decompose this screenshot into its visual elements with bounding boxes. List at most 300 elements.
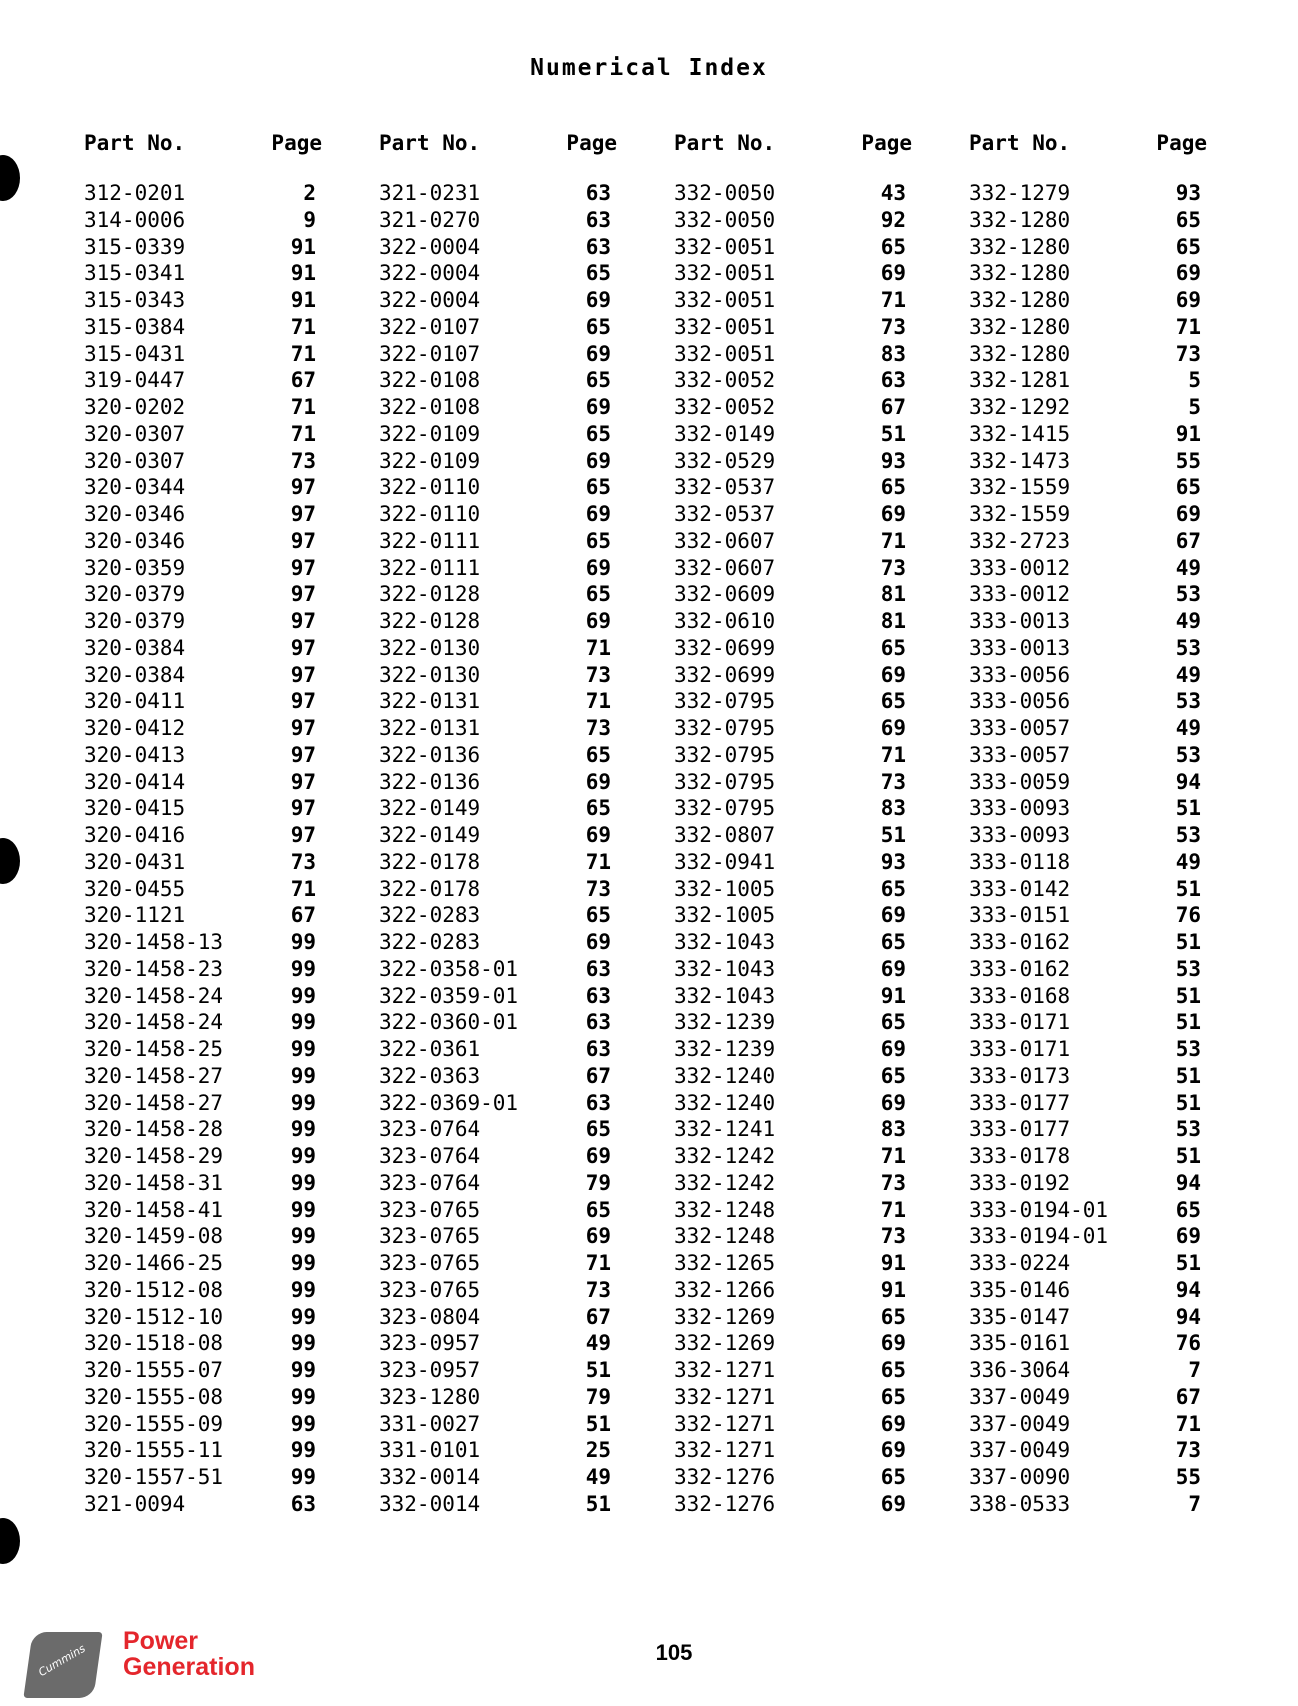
index-row [674, 742, 912, 769]
index-row [379, 1063, 617, 1090]
page-ref: 71 [1175, 314, 1201, 339]
page-ref: 69 [585, 769, 611, 794]
page-ref: 53 [1175, 689, 1201, 714]
page-ref: 51 [585, 1411, 611, 1436]
part-number: 332-0537 [674, 475, 776, 500]
page-ref: 91 [290, 261, 316, 286]
page-ref: 53 [1175, 582, 1201, 607]
index-row [379, 287, 617, 314]
index-row [84, 448, 322, 475]
index-row [379, 1197, 617, 1224]
part-number: 322-0128 [379, 582, 481, 607]
index-row [84, 314, 322, 341]
part-number: 320-0307 [84, 421, 186, 446]
index-row [84, 367, 322, 394]
index-row [969, 769, 1207, 796]
page-ref: 51 [1175, 930, 1201, 954]
index-row [969, 314, 1207, 341]
page-ref: 73 [1175, 1438, 1201, 1463]
part-no-header: Part No. [379, 131, 481, 155]
page-ref: 97 [290, 635, 316, 660]
part-number: 338-0533 [969, 1491, 1071, 1516]
index-row [379, 1223, 617, 1250]
index-row [84, 555, 322, 582]
page-ref: 5 [1188, 368, 1201, 393]
page-ref: 69 [585, 823, 611, 847]
page-ref: 91 [880, 1277, 906, 1302]
index-rows [674, 180, 912, 1518]
page-ref: 94 [1175, 769, 1201, 794]
part-number: 333-0056 [969, 689, 1071, 714]
page-ref: 67 [585, 1304, 611, 1329]
page-ref: 99 [290, 1144, 316, 1168]
part-number: 322-0131 [379, 689, 481, 714]
page-ref: 93 [1175, 181, 1201, 205]
page-ref: 81 [880, 582, 906, 607]
part-number: 322-0178 [379, 849, 481, 874]
index-row [84, 635, 322, 662]
index-row [969, 394, 1207, 421]
part-number: 332-1240 [674, 1090, 776, 1115]
index-row [379, 581, 617, 608]
part-number: 320-1458-41 [84, 1197, 224, 1222]
part-number: 323-0804 [379, 1304, 481, 1329]
part-number: 315-0343 [84, 288, 186, 312]
index-row [379, 448, 617, 475]
part-number: 320-1458-13 [84, 930, 224, 954]
part-number: 332-1248 [674, 1197, 776, 1222]
index-row [84, 421, 322, 448]
index-rows [379, 180, 617, 1518]
index-row [379, 662, 617, 689]
part-number: 322-0136 [379, 742, 481, 767]
page-ref: 69 [880, 1491, 906, 1516]
part-number: 333-0162 [969, 956, 1071, 981]
page-ref: 97 [290, 823, 316, 847]
part-number: 312-0201 [84, 181, 186, 205]
index-row [969, 234, 1207, 261]
page-ref: 71 [880, 288, 906, 312]
index-row [969, 1116, 1207, 1143]
index-row [379, 769, 617, 796]
index-row [674, 662, 912, 689]
part-number: 332-0051 [674, 261, 776, 286]
index-row [84, 287, 322, 314]
page-ref: 97 [290, 689, 316, 714]
index-row [379, 876, 617, 903]
index-row [84, 929, 322, 956]
page-ref: 69 [880, 1438, 906, 1463]
part-number: 322-0110 [379, 475, 481, 500]
column-header [674, 128, 912, 158]
page-ref: 49 [1175, 849, 1201, 874]
page-ref: 71 [880, 1197, 906, 1222]
page-ref: 51 [1175, 1010, 1201, 1035]
page-ref: 63 [290, 1491, 316, 1516]
page-ref: 69 [880, 662, 906, 687]
page-ref: 73 [880, 314, 906, 339]
part-number: 333-0177 [969, 1090, 1071, 1115]
index-row [969, 1304, 1207, 1331]
page-ref: 99 [290, 983, 316, 1008]
index-row [969, 822, 1207, 849]
page-ref: 76 [1175, 1331, 1201, 1356]
index-row [969, 608, 1207, 635]
page-ref: 5 [1188, 395, 1201, 419]
part-number: 332-0699 [674, 662, 776, 687]
part-number: 332-0149 [674, 421, 776, 446]
part-number: 333-0093 [969, 796, 1071, 821]
index-row [969, 1464, 1207, 1491]
part-number: 332-1269 [674, 1331, 776, 1356]
page-ref: 63 [880, 368, 906, 393]
part-number: 320-0307 [84, 448, 186, 473]
page-ref: 99 [290, 1063, 316, 1088]
index-row [969, 1250, 1207, 1277]
part-no-header: Part No. [674, 131, 776, 155]
page-ref: 65 [1175, 207, 1201, 232]
index-row [969, 929, 1207, 956]
part-number: 331-0101 [379, 1438, 481, 1463]
index-row [379, 555, 617, 582]
page-ref: 63 [585, 983, 611, 1008]
part-number: 320-0346 [84, 528, 186, 553]
page-ref: 63 [585, 207, 611, 232]
page-ref: 97 [290, 555, 316, 580]
page-ref: 69 [585, 609, 611, 633]
page-ref: 65 [880, 689, 906, 714]
page-ref: 65 [585, 582, 611, 607]
page-header: Page [271, 131, 322, 155]
page-ref: 51 [1175, 796, 1201, 821]
part-number: 332-1473 [969, 448, 1071, 473]
index-row [969, 1223, 1207, 1250]
binder-hole-bottom [0, 1518, 20, 1564]
index-row [84, 581, 322, 608]
page-ref: 25 [585, 1438, 611, 1463]
part-number: 320-0379 [84, 609, 186, 633]
index-row [84, 1090, 322, 1117]
index-row [379, 1250, 617, 1277]
index-row [969, 688, 1207, 715]
page-ref: 65 [585, 314, 611, 339]
part-number: 332-1281 [969, 368, 1071, 393]
part-number: 320-0431 [84, 849, 186, 874]
part-number: 320-0416 [84, 823, 186, 847]
index-row [674, 234, 912, 261]
index-row [674, 769, 912, 796]
page-ref: 67 [1175, 528, 1201, 553]
page-ref: 73 [290, 448, 316, 473]
page-ref: 81 [880, 609, 906, 633]
index-row [969, 555, 1207, 582]
index-row [674, 1250, 912, 1277]
index-row [84, 1116, 322, 1143]
index-row [674, 1170, 912, 1197]
part-number: 332-1242 [674, 1170, 776, 1195]
page-number: 105 [655, 1640, 693, 1665]
part-number: 322-0359-01 [379, 983, 519, 1008]
page-ref: 51 [1175, 1090, 1201, 1115]
index-row [379, 501, 617, 528]
part-number: 333-0178 [969, 1144, 1071, 1168]
column-header [84, 128, 322, 158]
page-ref: 71 [290, 421, 316, 446]
page-ref: 51 [585, 1358, 611, 1382]
page-ref: 73 [880, 769, 906, 794]
part-number: 332-0051 [674, 288, 776, 312]
index-row [969, 207, 1207, 234]
part-number: 322-0004 [379, 234, 481, 259]
index-row [379, 608, 617, 635]
part-number: 332-1240 [674, 1063, 776, 1088]
index-row [84, 207, 322, 234]
page-ref: 69 [1175, 288, 1201, 312]
page-ref: 2 [303, 181, 316, 205]
part-number: 320-0359 [84, 555, 186, 580]
part-number: 320-1557-51 [84, 1465, 224, 1489]
index-row [84, 1437, 322, 1464]
part-number: 332-0051 [674, 234, 776, 259]
page-ref: 97 [290, 475, 316, 500]
index-row [84, 742, 322, 769]
page-ref: 69 [1175, 1224, 1201, 1249]
index-row [379, 528, 617, 555]
index-row [969, 1411, 1207, 1438]
page-ref: 69 [585, 448, 611, 473]
page-ref: 67 [880, 395, 906, 419]
part-number: 332-0607 [674, 555, 776, 580]
page-ref: 97 [290, 582, 316, 607]
page-ref: 51 [1175, 983, 1201, 1008]
part-number: 332-0610 [674, 609, 776, 633]
index-row [674, 902, 912, 929]
page-ref: 92 [880, 207, 906, 232]
part-number: 315-0431 [84, 341, 186, 366]
index-row [969, 1437, 1207, 1464]
index-row [379, 1411, 617, 1438]
index-row [84, 1330, 322, 1357]
part-number: 332-1280 [969, 314, 1071, 339]
part-number: 332-1559 [969, 502, 1071, 526]
page-ref: 97 [290, 609, 316, 633]
page-header: Page [861, 131, 912, 155]
binder-hole-middle [0, 838, 20, 884]
part-number: 320-1458-25 [84, 1037, 224, 1061]
part-number: 332-1005 [674, 903, 776, 928]
part-number: 320-0411 [84, 689, 186, 714]
part-no-header: Part No. [969, 131, 1071, 155]
index-row [969, 902, 1207, 929]
index-row [674, 367, 912, 394]
part-number: 333-0168 [969, 983, 1071, 1008]
page-ref: 65 [585, 475, 611, 500]
page-ref: 73 [585, 1277, 611, 1302]
part-number: 332-0537 [674, 502, 776, 526]
index-row [969, 1090, 1207, 1117]
part-number: 337-0049 [969, 1438, 1071, 1463]
page-ref: 73 [880, 1170, 906, 1195]
part-number: 332-1279 [969, 181, 1071, 205]
index-row [84, 1009, 322, 1036]
index-row [84, 474, 322, 501]
index-row [969, 1063, 1207, 1090]
index-row [674, 1143, 912, 1170]
index-row [379, 1491, 617, 1518]
page-ref: 76 [1175, 903, 1201, 928]
index-row [84, 662, 322, 689]
page-ref: 83 [880, 341, 906, 366]
page-ref: 55 [1175, 1465, 1201, 1489]
part-number: 323-0765 [379, 1251, 481, 1275]
part-number: 315-0339 [84, 234, 186, 259]
part-number: 322-0360-01 [379, 1010, 519, 1035]
index-row [379, 688, 617, 715]
part-number: 323-0957 [379, 1358, 481, 1382]
page-ref: 99 [290, 1465, 316, 1489]
index-row [84, 956, 322, 983]
index-row [674, 688, 912, 715]
page-ref: 65 [585, 1197, 611, 1222]
part-number: 322-0149 [379, 796, 481, 821]
index-row [84, 1143, 322, 1170]
page-ref: 67 [290, 368, 316, 393]
index-row [84, 501, 322, 528]
page-ref: 65 [585, 528, 611, 553]
index-row [379, 207, 617, 234]
page-ref: 73 [1175, 341, 1201, 366]
part-number: 322-0361 [379, 1037, 481, 1061]
index-row [969, 528, 1207, 555]
index-row [674, 715, 912, 742]
part-number: 320-0415 [84, 796, 186, 821]
part-number: 332-0014 [379, 1491, 481, 1516]
part-number: 320-0414 [84, 769, 186, 794]
index-row [969, 1009, 1207, 1036]
part-number: 320-1512-10 [84, 1304, 224, 1329]
index-row [674, 555, 912, 582]
part-number: 323-0765 [379, 1224, 481, 1249]
index-row [674, 956, 912, 983]
index-row [379, 1170, 617, 1197]
page-ref: 91 [1175, 421, 1201, 446]
part-number: 322-0111 [379, 528, 481, 553]
index-row [969, 662, 1207, 689]
part-number: 320-0379 [84, 582, 186, 607]
part-number: 320-1459-08 [84, 1224, 224, 1249]
index-row [674, 876, 912, 903]
page-ref: 97 [290, 528, 316, 553]
index-row [674, 341, 912, 368]
index-row [969, 849, 1207, 876]
index-row [379, 742, 617, 769]
page-ref: 69 [880, 956, 906, 981]
index-row [84, 608, 322, 635]
page-ref: 65 [880, 930, 906, 954]
page-ref: 51 [585, 1491, 611, 1516]
page-ref: 65 [585, 261, 611, 286]
part-number: 332-1276 [674, 1491, 776, 1516]
part-number: 333-0093 [969, 823, 1071, 847]
index-row [674, 822, 912, 849]
page-ref: 53 [1175, 956, 1201, 981]
part-number: 332-0050 [674, 207, 776, 232]
page-ref: 7 [1188, 1491, 1201, 1516]
index-rows [84, 180, 322, 1518]
page-ref: 99 [290, 1251, 316, 1275]
index-row [379, 394, 617, 421]
part-number: 323-0765 [379, 1277, 481, 1302]
part-number: 333-0013 [969, 635, 1071, 660]
page-ref: 51 [1175, 1251, 1201, 1275]
index-row [674, 1036, 912, 1063]
index-row [674, 1491, 912, 1518]
page-ref: 69 [880, 1331, 906, 1356]
page-ref: 69 [585, 502, 611, 526]
part-number: 333-0013 [969, 609, 1071, 633]
page-ref: 73 [880, 555, 906, 580]
part-number: 322-0109 [379, 421, 481, 446]
part-number: 322-0369-01 [379, 1090, 519, 1115]
page-ref: 63 [585, 1090, 611, 1115]
part-number: 332-1239 [674, 1037, 776, 1061]
part-number: 333-0012 [969, 555, 1071, 580]
index-row [969, 180, 1207, 207]
page-ref: 7 [1188, 1358, 1201, 1382]
index-row [379, 1143, 617, 1170]
index-row [969, 421, 1207, 448]
part-number: 323-0764 [379, 1117, 481, 1142]
index-row [379, 1116, 617, 1143]
index-row [674, 260, 912, 287]
part-number: 332-1248 [674, 1224, 776, 1249]
page-ref: 71 [290, 395, 316, 419]
part-number: 332-1043 [674, 930, 776, 954]
index-row [674, 421, 912, 448]
part-number: 333-0194-01 [969, 1197, 1109, 1222]
page-ref: 69 [1175, 261, 1201, 286]
part-number: 333-0171 [969, 1037, 1071, 1061]
part-number: 315-0341 [84, 261, 186, 286]
part-number: 332-0699 [674, 635, 776, 660]
page-ref: 51 [1175, 1144, 1201, 1168]
index-row [379, 849, 617, 876]
index-row [674, 474, 912, 501]
index-row [969, 1384, 1207, 1411]
part-number: 333-0012 [969, 582, 1071, 607]
page-ref: 53 [1175, 1037, 1201, 1061]
part-number: 333-0192 [969, 1170, 1071, 1195]
page-ref: 97 [290, 716, 316, 740]
index-row [379, 234, 617, 261]
brand-generation: Generation [123, 1653, 255, 1681]
index-row [969, 341, 1207, 368]
part-number: 323-0764 [379, 1170, 481, 1195]
index-row [674, 1304, 912, 1331]
part-number: 320-0346 [84, 502, 186, 526]
index-row [969, 795, 1207, 822]
index-row [969, 448, 1207, 475]
index-row [674, 287, 912, 314]
part-number: 322-0131 [379, 716, 481, 740]
page-ref: 63 [585, 1010, 611, 1035]
index-row [84, 715, 322, 742]
part-number: 333-0194-01 [969, 1224, 1109, 1249]
part-number: 320-1458-27 [84, 1063, 224, 1088]
page-ref: 65 [585, 421, 611, 446]
page-ref: 69 [880, 1037, 906, 1061]
part-number: 322-0128 [379, 609, 481, 633]
